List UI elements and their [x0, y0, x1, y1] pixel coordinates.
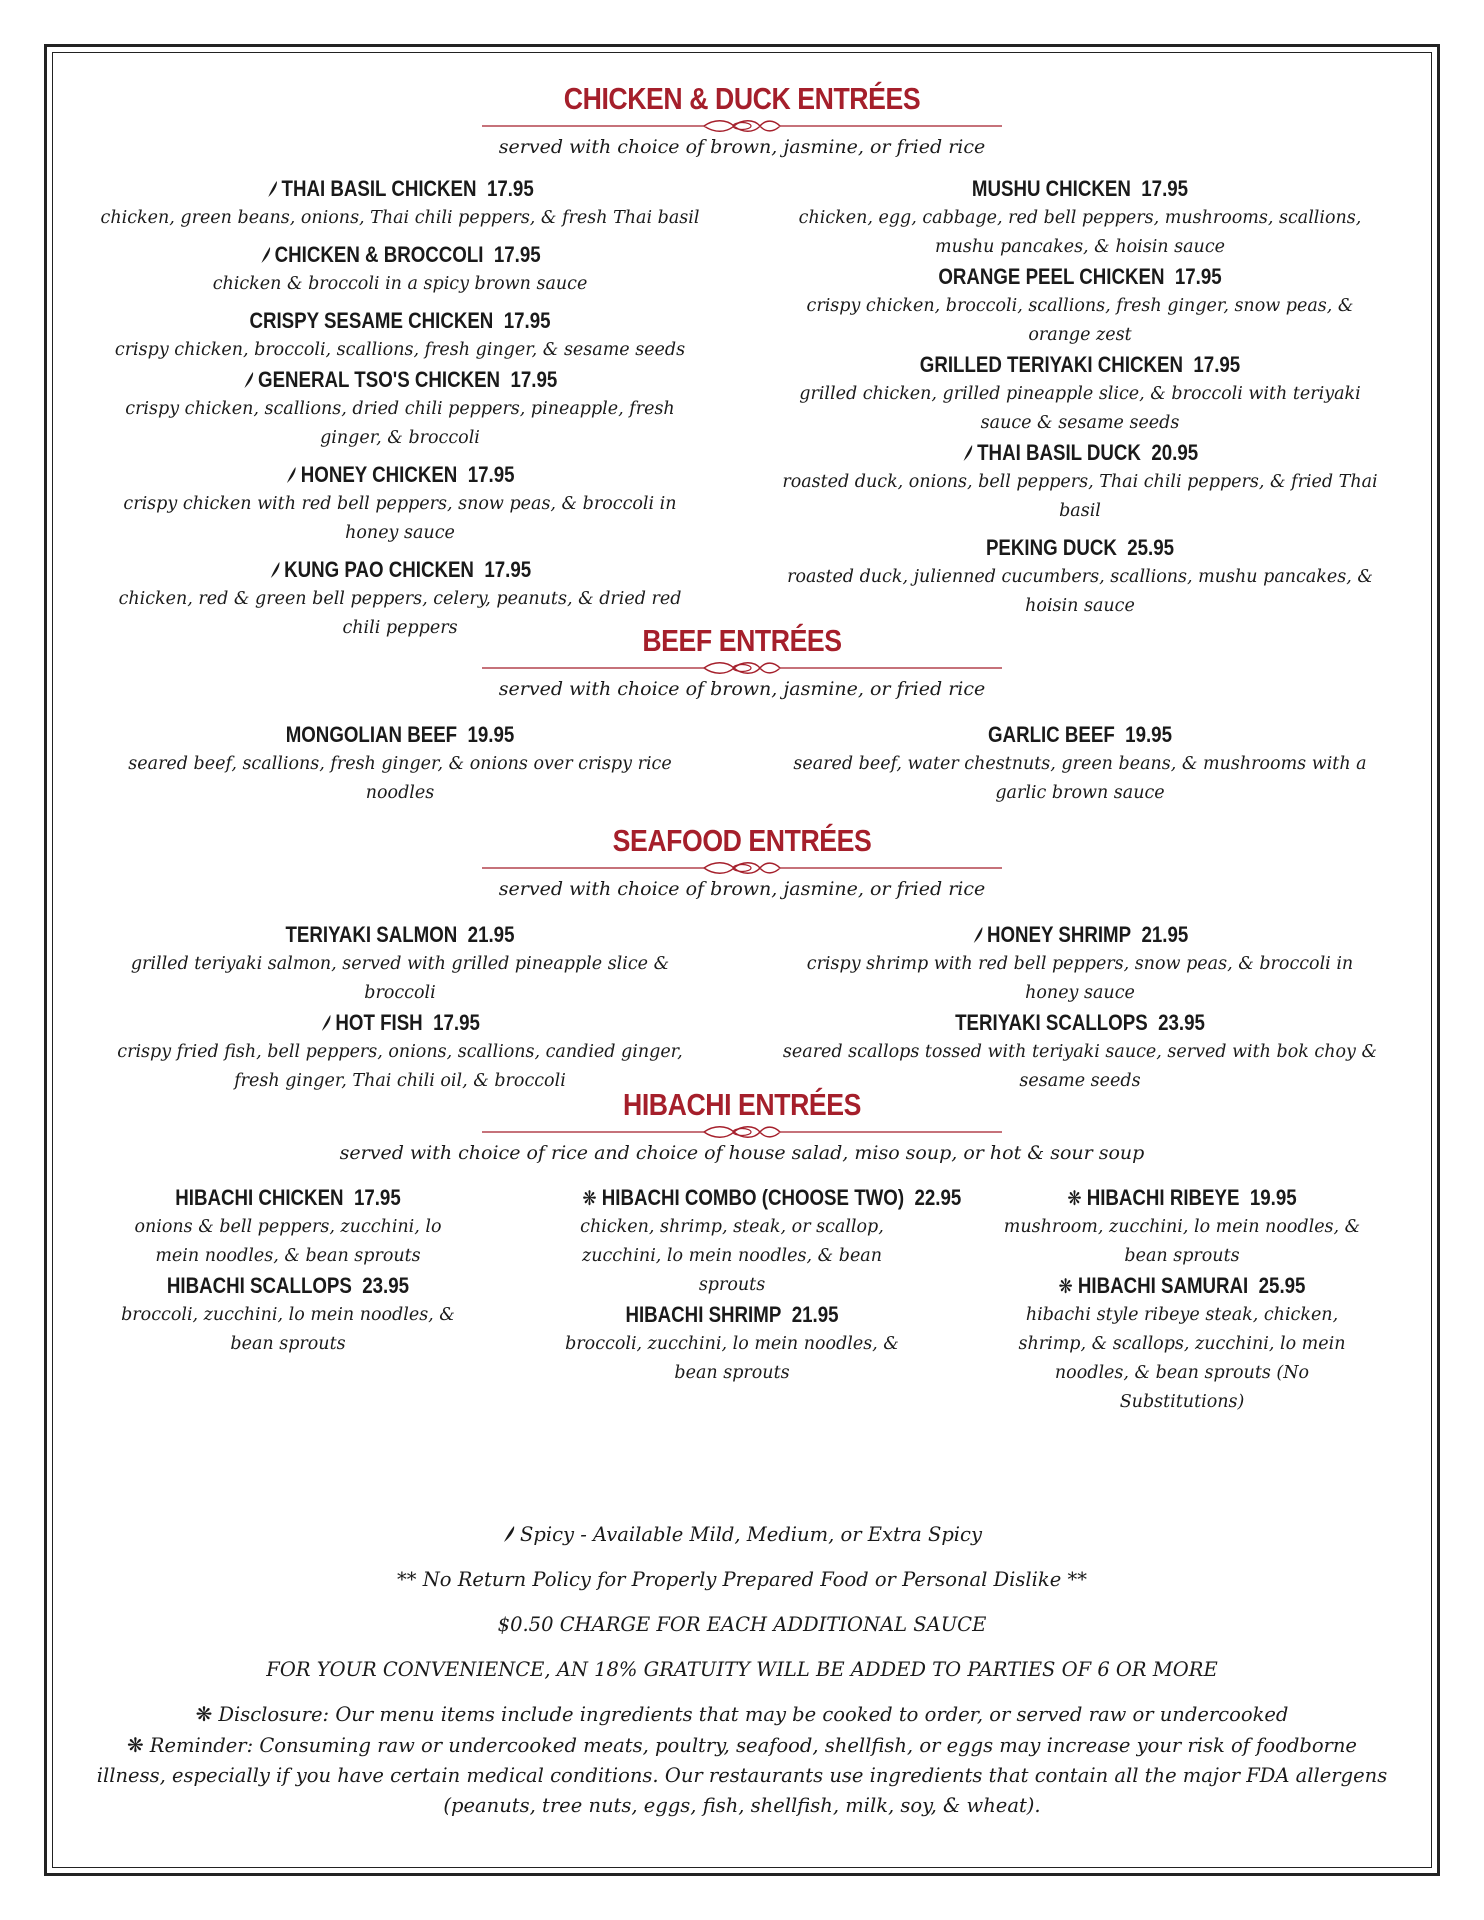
- menu-item: [780, 174, 1380, 262]
- item-title: HOT FISH: [335, 1010, 423, 1035]
- item-description: seared beef, scallions, fresh ginger, & onions over crispy rice noodles: [128, 754, 672, 803]
- item-title: MONGOLIAN BEEF: [285, 722, 458, 747]
- sauce-charge: $0.50 CHARGE FOR EACH ADDITIONAL SAUCE: [497, 1613, 987, 1636]
- spicy-pepper-icon: [259, 242, 274, 267]
- spicy-pepper-icon: [972, 922, 987, 947]
- item-title: KUNG PAO CHICKEN: [284, 557, 474, 582]
- item-name: [145, 306, 655, 336]
- reminder-text: Reminder: Consuming raw or undercooked meats, poultry, seafood, shellfish, or eggs may increase your risk of foodborne illness, especially if you have certain medical conditions. Our restaurants use ingredients that contain all the major FDA allergens (peanuts, tree nuts, eggs, fish, shellfish, milk, soy, & wheat).: [96, 1734, 1388, 1817]
- disclosure: [90, 1699, 1394, 1730]
- item-price: 17.95: [467, 462, 515, 487]
- raw-disclosure-icon: ❋: [1058, 1274, 1073, 1298]
- section-hibachi: [0, 1086, 1484, 1168]
- section-subtitle: served with choice of brown, jasmine, or fried rice: [498, 678, 986, 700]
- item-description: crispy chicken, scallions, dried chili peppers, pineapple, fresh ginger, & broccoli: [125, 399, 675, 448]
- menu-item: [100, 460, 700, 548]
- item-name: [138, 1271, 437, 1301]
- item-title: CHICKEN & BROCCOLI: [274, 242, 484, 267]
- item-name: [582, 1300, 881, 1330]
- item-title: TERIYAKI SALMON: [285, 922, 458, 947]
- item-description: crispy chicken with red bell peppers, snow peas, & broccoli in honey sauce: [123, 494, 677, 543]
- spicy-pepper-icon: [269, 557, 284, 582]
- item-price: 25.95: [1127, 535, 1175, 560]
- spicy-pepper-icon: [243, 367, 258, 392]
- item-price: 22.95: [914, 1185, 962, 1210]
- item-title: TERIYAKI SCALLOPS: [955, 1010, 1148, 1035]
- item-price: 17.95: [1193, 352, 1241, 377]
- item-price: 17.95: [510, 367, 558, 392]
- menu-item: [780, 920, 1380, 1008]
- section-title: CHICKEN & DUCK ENTRÉES: [563, 81, 921, 116]
- seafood-right-column: [780, 920, 1380, 1096]
- item-description: hibachi style ribeye steak, chicken, shrimp, & scallops, zucchini, lo mein noodles, & bean sprouts (No Substitutions): [1018, 1305, 1346, 1412]
- item-price: 17.95: [433, 1010, 480, 1035]
- section-chicken-duck: [0, 80, 1484, 162]
- item-price: 19.95: [467, 722, 515, 747]
- item-name: [825, 720, 1335, 750]
- item-price: 17.95: [486, 176, 534, 201]
- item-title: PEKING DUCK: [985, 535, 1117, 560]
- item-price: 21.95: [467, 922, 515, 947]
- chicken-right-column: [780, 174, 1380, 621]
- menu-item: [100, 174, 700, 233]
- section-beef: [0, 622, 1484, 704]
- menu-item: [780, 1008, 1380, 1096]
- menu-item: [112, 1183, 464, 1271]
- item-description: broccoli, zucchini, lo mein noodles, & bean sprouts: [121, 1305, 455, 1354]
- hibachi-column-1: [112, 1183, 464, 1359]
- menu-item: [780, 350, 1380, 438]
- item-price: 17.95: [1141, 176, 1189, 201]
- gratuity-note: FOR YOUR CONVENIENCE, AN 18% GRATUITY WILL BE ADDED TO PARTIES OF 6 OR MORE: [266, 1658, 1218, 1681]
- item-price: 21.95: [791, 1302, 839, 1327]
- section-subtitle: served with choice of rice and choice of house salad, miso soup, or hot & sour soup: [339, 1142, 1145, 1164]
- item-description: roasted duck, julienned cucumbers, scallions, mushu pancakes, & hoisin sauce: [787, 567, 1373, 616]
- item-price: 17.95: [484, 557, 532, 582]
- item-name: [825, 174, 1335, 204]
- item-price: 20.95: [1151, 440, 1199, 465]
- spicy-note-text: Spicy - Available Mild, Medium, or Extra Spicy: [520, 1523, 982, 1546]
- item-description: chicken, egg, cabbage, red bell peppers, mushrooms, scallions, mushu pancakes, & hoisin sauce: [798, 208, 1362, 257]
- item-name: [145, 174, 655, 204]
- ornament-divider: [482, 660, 1002, 676]
- item-price: 17.95: [503, 308, 551, 333]
- item-description: broccoli, zucchini, lo mein noodles, & bean sprouts: [565, 1334, 899, 1383]
- item-price: 25.95: [1258, 1273, 1306, 1298]
- item-description: grilled chicken, grilled pineapple slice, & broccoli with teriyaki sauce & sesame seeds: [799, 384, 1361, 433]
- item-price: 23.95: [1158, 1010, 1205, 1035]
- item-title: GRILLED TERIYAKI CHICKEN: [919, 352, 1183, 377]
- item-description: crispy shrimp with red bell peppers, snow peas, & broccoli in honey sauce: [806, 954, 1354, 1003]
- seafood-left-column: [100, 920, 700, 1096]
- item-title: THAI BASIL DUCK: [977, 440, 1141, 465]
- menu-item: [556, 1183, 962, 1300]
- item-name: [145, 1008, 655, 1038]
- raw-disclosure-icon: ❋: [127, 1733, 144, 1757]
- item-title: HIBACHI CHICKEN: [175, 1185, 344, 1210]
- spicy-pepper-icon: [285, 462, 300, 487]
- item-name: [825, 438, 1335, 468]
- item-title: CRISPY SESAME CHICKEN: [249, 308, 494, 333]
- menu-item: [1000, 1183, 1364, 1271]
- item-title: GARLIC BEEF: [988, 722, 1115, 747]
- beef-right-column: [780, 720, 1380, 808]
- raw-disclosure-icon: ❋: [582, 1186, 597, 1210]
- section-title: SEAFOOD ENTRÉES: [612, 823, 872, 858]
- item-name: [145, 240, 655, 270]
- spicy-pepper-icon: [320, 1010, 335, 1035]
- item-title: HIBACHI COMBO (CHOOSE TWO): [601, 1185, 905, 1210]
- menu-item: [780, 720, 1380, 808]
- item-name: [138, 1183, 437, 1213]
- item-title: HONEY SHRIMP: [987, 922, 1132, 947]
- item-description: chicken, shrimp, steak, or scallop, zucchini, lo mein noodles, & bean sprouts: [580, 1217, 884, 1295]
- item-title: MUSHU CHICKEN: [971, 176, 1131, 201]
- item-title: GENERAL TSO'S CHICKEN: [258, 367, 501, 392]
- item-price: 23.95: [362, 1273, 410, 1298]
- spicy-pepper-icon: [962, 440, 977, 465]
- item-title: HIBACHI SCALLOPS: [166, 1273, 352, 1298]
- item-title: HIBACHI SAMURAI: [1077, 1273, 1249, 1298]
- menu-item: [100, 240, 700, 299]
- item-name: [825, 533, 1335, 563]
- menu-item: [100, 920, 700, 1008]
- menu-item: [112, 1271, 464, 1359]
- item-title: HIBACHI SHRIMP: [625, 1302, 782, 1327]
- section-seafood: [0, 822, 1484, 904]
- return-policy: ** No Return Policy for Properly Prepared Food or Personal Dislike **: [397, 1568, 1087, 1591]
- item-name: [145, 920, 655, 950]
- spicy-pepper-icon: [266, 176, 281, 201]
- item-description: crispy chicken, broccoli, scallions, fresh ginger, snow peas, & orange zest: [806, 296, 1354, 345]
- item-price: 17.95: [353, 1185, 401, 1210]
- item-description: crispy fried fish, bell peppers, onions, scallions, candied ginger, fresh ginger, Thai chili oil, & broccoli: [117, 1042, 683, 1091]
- menu-item: [780, 533, 1380, 621]
- item-description: seared beef, water chestnuts, green beans, & mushrooms with a garlic brown sauce: [793, 754, 1367, 803]
- item-description: chicken, green beans, onions, Thai chili peppers, & fresh Thai basil: [100, 208, 700, 228]
- item-title: ORANGE PEEL CHICKEN: [938, 264, 1165, 289]
- item-name: [825, 262, 1335, 292]
- menu-item: [100, 365, 700, 453]
- item-name: [825, 350, 1335, 380]
- footer-notes: [90, 1520, 1394, 1821]
- item-name: [825, 1008, 1335, 1038]
- item-description: seared scallops tossed with teriyaki sauce, served with bok choy & sesame seeds: [782, 1042, 1378, 1091]
- item-name: [825, 920, 1335, 950]
- raw-disclosure-icon: ❋: [1067, 1186, 1082, 1210]
- spicy-note: [90, 1520, 1394, 1550]
- ornament-divider: [482, 1124, 1002, 1140]
- chicken-left-column: [100, 174, 700, 643]
- item-description: grilled teriyaki salmon, served with grilled pineapple slice & broccoli: [130, 954, 670, 1003]
- raw-disclosure-icon: ❋: [195, 1702, 213, 1726]
- spicy-pepper-icon: [502, 1523, 520, 1546]
- section-subtitle: served with choice of brown, jasmine, or fried rice: [498, 878, 986, 900]
- item-description: chicken, red & green bell peppers, celery, peanuts, & dried red chili peppers: [118, 589, 682, 638]
- item-title: THAI BASIL CHICKEN: [281, 176, 477, 201]
- item-name: [145, 460, 655, 490]
- menu-item: [100, 720, 700, 808]
- hibachi-column-2: [556, 1183, 962, 1388]
- item-name: [145, 720, 655, 750]
- item-price: 21.95: [1141, 922, 1189, 947]
- item-description: roasted duck, onions, bell peppers, Thai chili peppers, & fried Thai basil: [782, 472, 1378, 521]
- menu-item: [780, 262, 1380, 350]
- menu-item: [780, 438, 1380, 526]
- beef-left-column: [100, 720, 700, 808]
- item-name: [1027, 1271, 1336, 1301]
- item-price: 17.95: [1174, 264, 1222, 289]
- menu-item: [1000, 1271, 1364, 1417]
- item-price: 19.95: [1125, 722, 1172, 747]
- menu-item: [100, 1008, 700, 1096]
- item-description: chicken & broccoli in a spicy brown sauce: [212, 274, 588, 294]
- item-description: mushroom, zucchini, lo mein noodles, & bean sprouts: [1003, 1217, 1361, 1266]
- item-description: crispy chicken, broccoli, scallions, fresh ginger, & sesame seeds: [114, 340, 686, 360]
- hibachi-column-3: [1000, 1183, 1364, 1417]
- section-subtitle: served with choice of brown, jasmine, or fried rice: [498, 136, 986, 158]
- item-price: 19.95: [1249, 1185, 1297, 1210]
- item-name: [582, 1183, 962, 1213]
- item-price: 17.95: [493, 242, 541, 267]
- reminder: [90, 1730, 1394, 1821]
- item-title: HIBACHI RIBEYE: [1086, 1185, 1240, 1210]
- disclosure-text: Disclosure: Our menu items include ingredients that may be cooked to order, or served raw or undercooked: [218, 1703, 1289, 1726]
- item-title: HONEY CHICKEN: [300, 462, 458, 487]
- ornament-divider: [482, 860, 1002, 876]
- ornament-divider: [482, 118, 1002, 134]
- item-name: [1027, 1183, 1336, 1213]
- item-name: [145, 555, 655, 585]
- section-title: BEEF ENTRÉES: [642, 623, 842, 658]
- section-title: HIBACHI ENTRÉES: [623, 1087, 861, 1122]
- item-description: onions & bell peppers, zucchini, lo mein noodles, & bean sprouts: [134, 1217, 442, 1266]
- menu-item: [100, 306, 700, 365]
- item-name: [145, 365, 655, 395]
- menu-item: [556, 1300, 908, 1388]
